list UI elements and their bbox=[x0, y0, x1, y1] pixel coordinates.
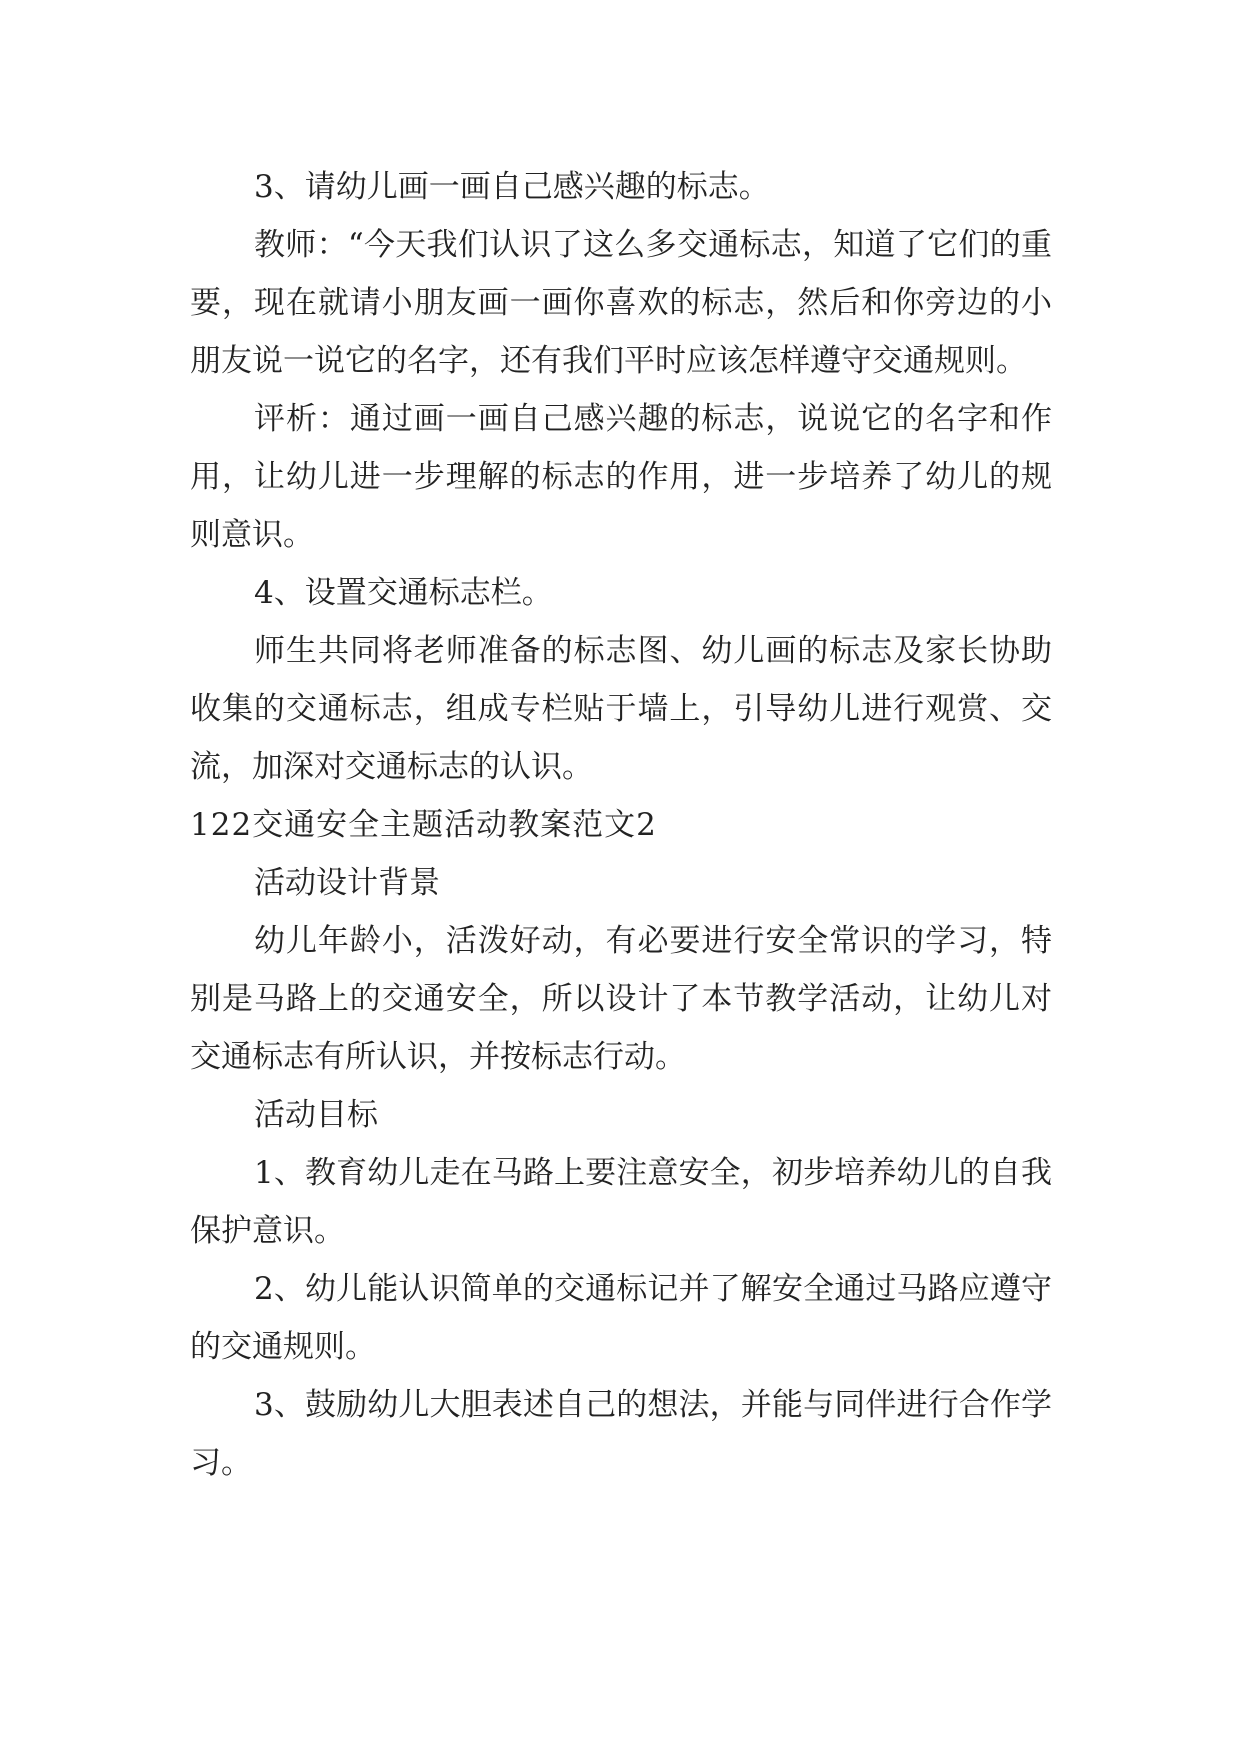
paragraph-step-3: 3、请幼儿画一画自己感兴趣的标志。 bbox=[254, 169, 770, 205]
paragraph-analysis: 评析：通过画一画自己感兴趣的标志，说说它的名字和作用，让幼儿进一步理解的标志的作用，进一步培养了幼儿的规则意识。 bbox=[190, 401, 1052, 553]
subheading-background: 活动设计背景 bbox=[254, 865, 440, 901]
paragraph-sign-board: 师生共同将老师准备的标志图、幼儿画的标志及家长协助收集的交通标志，组成专栏贴于墙上，引导幼儿进行观赏、交流，加深对交通标志的认识。 bbox=[190, 633, 1052, 785]
goal-item-1: 1、教育幼儿走在马路上要注意安全，初步培养幼儿的自我保护意识。 bbox=[190, 1155, 1052, 1249]
paragraph-teacher-quote: 教师：“今天我们认识了这么多交通标志，知道了它们的重要，现在就请小朋友画一画你喜欢的标志，然后和你旁边的小朋友说一说它的名字，还有我们平时应该怎样遵守交通规则。 bbox=[190, 227, 1052, 379]
document-body bbox=[190, 158, 1052, 1492]
section-heading: 122交通安全主题活动教案范文2 bbox=[190, 807, 657, 843]
subheading-goals: 活动目标 bbox=[254, 1097, 378, 1133]
goal-item-3: 3、鼓励幼儿大胆表述自己的想法，并能与同伴进行合作学习。 bbox=[190, 1387, 1052, 1481]
goal-item-2: 2、幼儿能认识简单的交通标记并了解安全通过马路应遵守的交通规则。 bbox=[190, 1271, 1052, 1365]
paragraph-background: 幼儿年龄小，活泼好动，有必要进行安全常识的学习，特别是马路上的交通安全，所以设计了本节教学活动，让幼儿对交通标志有所认识，并按标志行动。 bbox=[190, 923, 1052, 1075]
paragraph-step-4: 4、设置交通标志栏。 bbox=[254, 575, 553, 611]
